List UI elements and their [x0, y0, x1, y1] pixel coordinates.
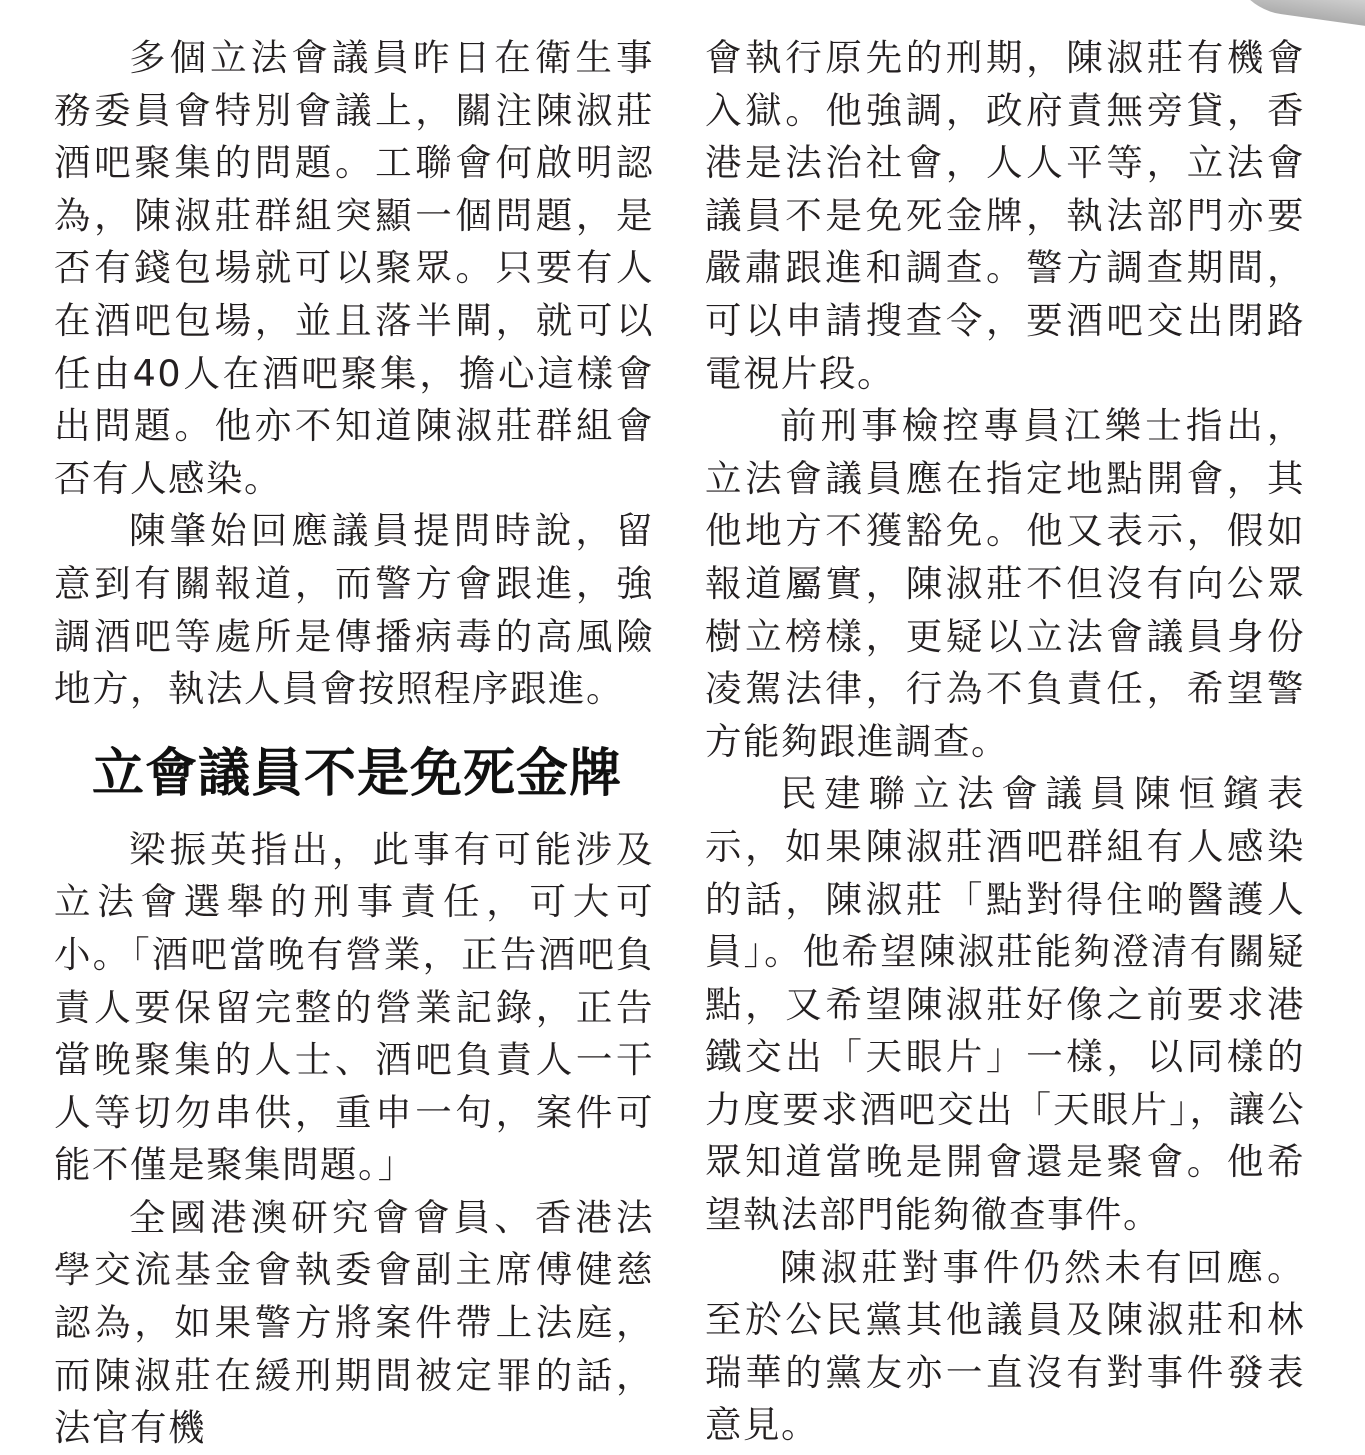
- paragraph-continued-sentence: 會執行原先的刑期，陳淑莊有機會入獄。他強調，政府責無旁貸，香港是法治社會，人人平等，立法會議員不是免死金牌，執法部門亦要嚴肅跟進和調查。警方調查期間，可以申請搜查令，要酒吧交出閉路電視片段。: [705, 36, 1305, 395]
- paragraph-no-response: 陳淑莊對事件仍然未有回應。至於公民黨其他議員及陳淑莊和林瑞華的黨友亦一直沒有對事件發表意見。: [705, 1245, 1305, 1447]
- paragraph-chan-siu-chee-response: 陳肇始回應議員提問時說，留意到有關報道，而警方會跟進，強調酒吧等處所是傳播病毒的高風險地方，執法人員會按照程序跟進。: [54, 509, 654, 711]
- page-curl-shadow: [1222, 0, 1365, 34]
- paragraph-leung-chun-ying: 梁振英指出，此事有可能涉及立法會選舉的刑事責任，可大可小。「酒吧當晚有營業，正告酒吧負責人要保留完整的營業記錄，正告當晚聚集的人士、酒吧負責人一干人等切勿串供，重申一句，案件可能不僅是聚集問題。」: [54, 827, 654, 1187]
- paragraph-grenville-cross: 前刑事檢控專員江樂士指出，立法會議員應在指定地點開會，其他地方不獲豁免。他又表示，假如報道屬實，陳淑莊不但沒有向公眾樹立榜樣，更疑以立法會議員身份凌駕法律，行為不負責任，希望警方能夠跟進調查。: [705, 404, 1305, 763]
- left-column: [54, 32, 654, 1455]
- right-column: [705, 32, 1305, 1452]
- paragraph-fu-kin-chi: 全國港澳研究會會員、香港法學交流基金會執委會副主席傅健慈認為，如果警方將案件帶上法庭，而陳淑莊在緩刑期間被定罪的話，法官有機: [54, 1195, 654, 1450]
- paragraph-chan-hang-pan: 民建聯立法會議員陳恒鑌表示，如果陳淑莊酒吧群組有人感染的話，陳淑莊「點對得住啲醫護人員」。他希望陳淑莊能夠澄清有關疑點，又希望陳淑莊好像之前要求港鐵交出「天眼片」一樣，以同樣的力度要求酒吧交出「天眼片」，讓公眾知道當晚是開會還是聚會。他希望執法部門能夠徹查事件。: [705, 772, 1305, 1237]
- section-heading: 立會議員不是免死金牌: [92, 742, 623, 804]
- paragraph-legislators-concern: 多個立法會議員昨日在衛生事務委員會特別會議上，關注陳淑莊酒吧聚集的問題。工聯會何啟明認為，陳淑莊群組突顯一個問題，是否有錢包場就可以聚眾。只要有人在酒吧包場，並且落半閘，就可以任由40人在酒吧聚集，擔心這樣會出問題。他亦不知道陳淑莊群組會否有人感染。: [54, 36, 654, 500]
